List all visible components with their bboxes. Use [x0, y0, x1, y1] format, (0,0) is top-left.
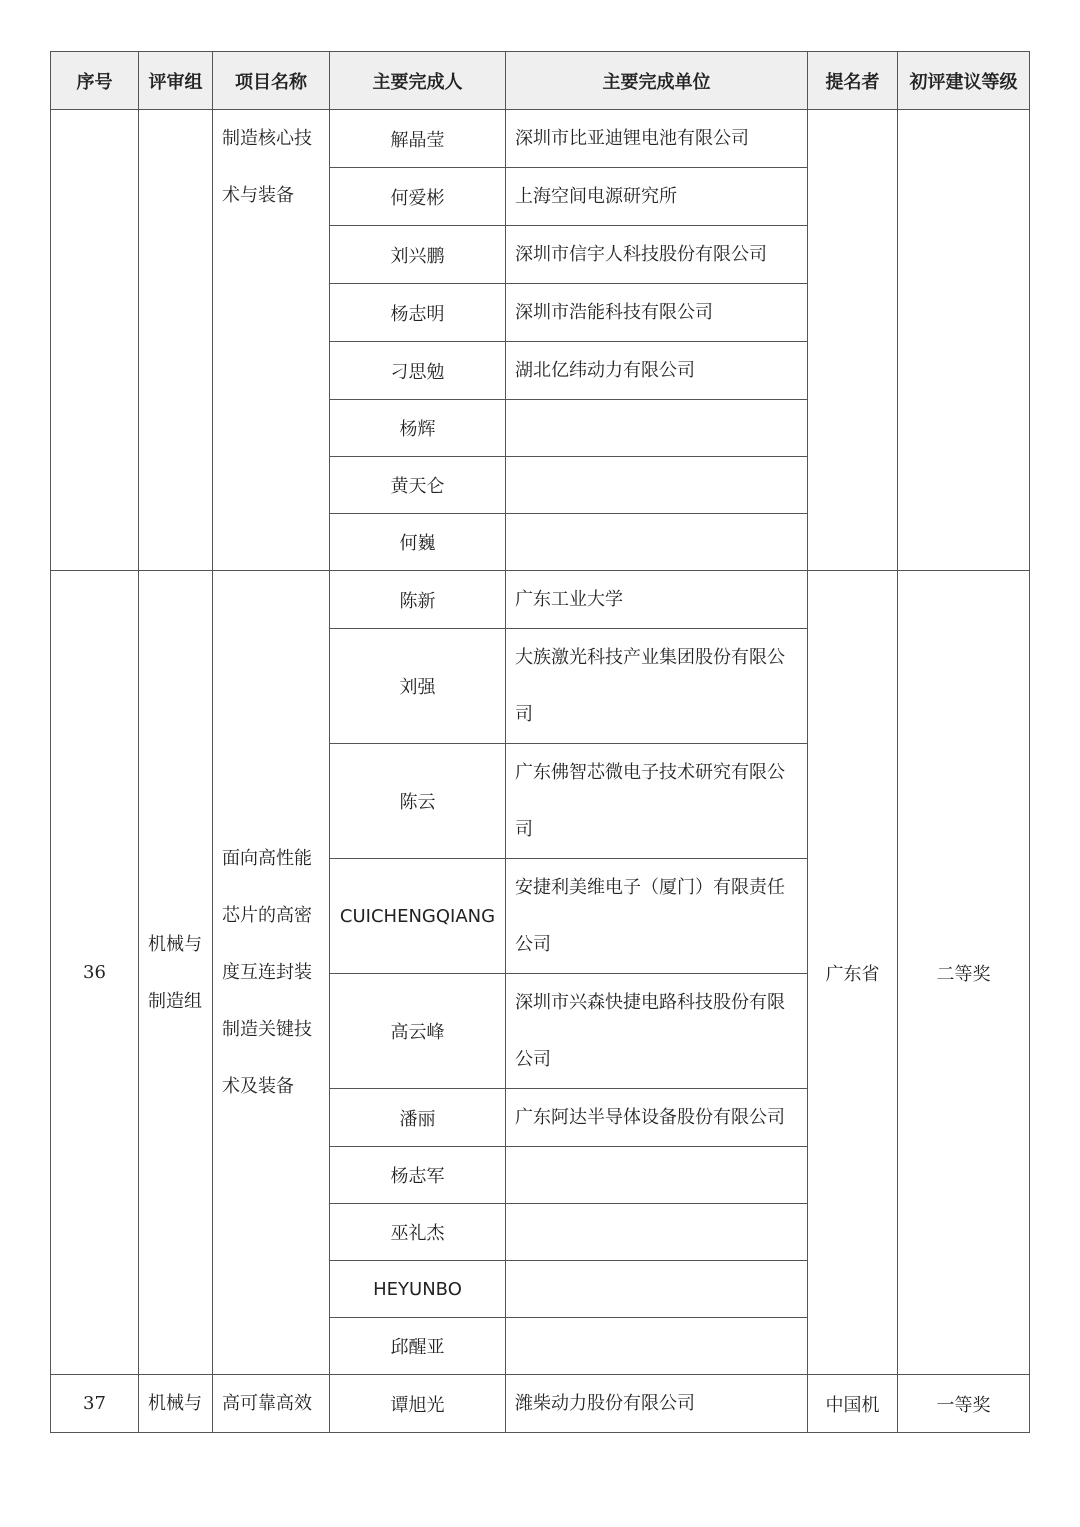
person-cell: 何巍 — [330, 514, 506, 571]
cell-group-empty — [139, 110, 213, 571]
person-cell: 何爱彬 — [330, 168, 506, 226]
awards-table — [50, 51, 1030, 1433]
unit-cell: 上海空间电源研究所 — [506, 168, 808, 226]
table-row — [51, 110, 1030, 168]
person-cell: 高云峰 — [330, 974, 506, 1089]
person-cell: 黄天仑 — [330, 457, 506, 514]
person-cell: CUICHENGQIANG — [330, 859, 506, 974]
unit-cell: 广东工业大学 — [506, 571, 808, 629]
header-project: 项目名称 — [213, 52, 330, 110]
cell-nominator: 广东省 — [808, 571, 898, 1375]
cell-nominator: 中国机 — [808, 1375, 898, 1433]
unit-cell: 安捷利美维电子（厦门）有限责任公司 — [506, 859, 808, 974]
header-level: 初评建议等级 — [898, 52, 1030, 110]
person-cell: 刁思勉 — [330, 342, 506, 400]
cell-nominator-empty — [808, 110, 898, 571]
person-cell: 杨志明 — [330, 284, 506, 342]
unit-cell — [506, 1147, 808, 1204]
unit-cell — [506, 457, 808, 514]
person-cell: 潘丽 — [330, 1089, 506, 1147]
person-cell: 刘兴鹏 — [330, 226, 506, 284]
cell-group: 机械与制造组 — [139, 571, 213, 1375]
cell-level: 二等奖 — [898, 571, 1030, 1375]
unit-cell: 深圳市兴森快捷电路科技股份有限公司 — [506, 974, 808, 1089]
unit-cell — [506, 400, 808, 457]
unit-cell: 广东佛智芯微电子技术研究有限公司 — [506, 744, 808, 859]
header-no: 序号 — [51, 52, 139, 110]
table-row — [51, 1375, 1030, 1433]
person-cell: HEYUNBO — [330, 1261, 506, 1318]
unit-cell: 广东阿达半导体设备股份有限公司 — [506, 1089, 808, 1147]
cell-no: 36 — [51, 571, 139, 1375]
person-cell: 杨志军 — [330, 1147, 506, 1204]
unit-cell — [506, 1261, 808, 1318]
cell-level-empty — [898, 110, 1030, 571]
header-group: 评审组 — [139, 52, 213, 110]
header-persons: 主要完成人 — [330, 52, 506, 110]
person-cell: 陈新 — [330, 571, 506, 629]
unit-cell — [506, 1204, 808, 1261]
project-name-cell: 面向高性能芯片的高密度互连封装制造关键技术及装备 — [213, 571, 330, 1375]
table-row — [51, 571, 1030, 629]
cell-group: 机械与 — [139, 1375, 213, 1433]
person-cell: 邱醒亚 — [330, 1318, 506, 1375]
header-units: 主要完成单位 — [506, 52, 808, 110]
unit-cell — [506, 1318, 808, 1375]
person-cell: 杨辉 — [330, 400, 506, 457]
person-cell: 谭旭光 — [330, 1375, 506, 1433]
cell-no-empty — [51, 110, 139, 571]
header-nominator: 提名者 — [808, 52, 898, 110]
cell-level: 一等奖 — [898, 1375, 1030, 1433]
project-name-cell: 制造核心技术与装备 — [213, 110, 330, 571]
cell-no: 37 — [51, 1375, 139, 1433]
unit-cell: 湖北亿纬动力有限公司 — [506, 342, 808, 400]
person-cell: 陈云 — [330, 744, 506, 859]
unit-cell: 潍柴动力股份有限公司 — [506, 1375, 808, 1433]
unit-cell: 大族激光科技产业集团股份有限公司 — [506, 629, 808, 744]
person-cell: 刘强 — [330, 629, 506, 744]
project-name-cell: 高可靠高效 — [213, 1375, 330, 1433]
unit-cell: 深圳市浩能科技有限公司 — [506, 284, 808, 342]
header-row — [51, 52, 1030, 110]
person-cell: 巫礼杰 — [330, 1204, 506, 1261]
unit-cell: 深圳市信宇人科技股份有限公司 — [506, 226, 808, 284]
person-cell: 解晶莹 — [330, 110, 506, 168]
unit-cell — [506, 514, 808, 571]
unit-cell: 深圳市比亚迪锂电池有限公司 — [506, 110, 808, 168]
